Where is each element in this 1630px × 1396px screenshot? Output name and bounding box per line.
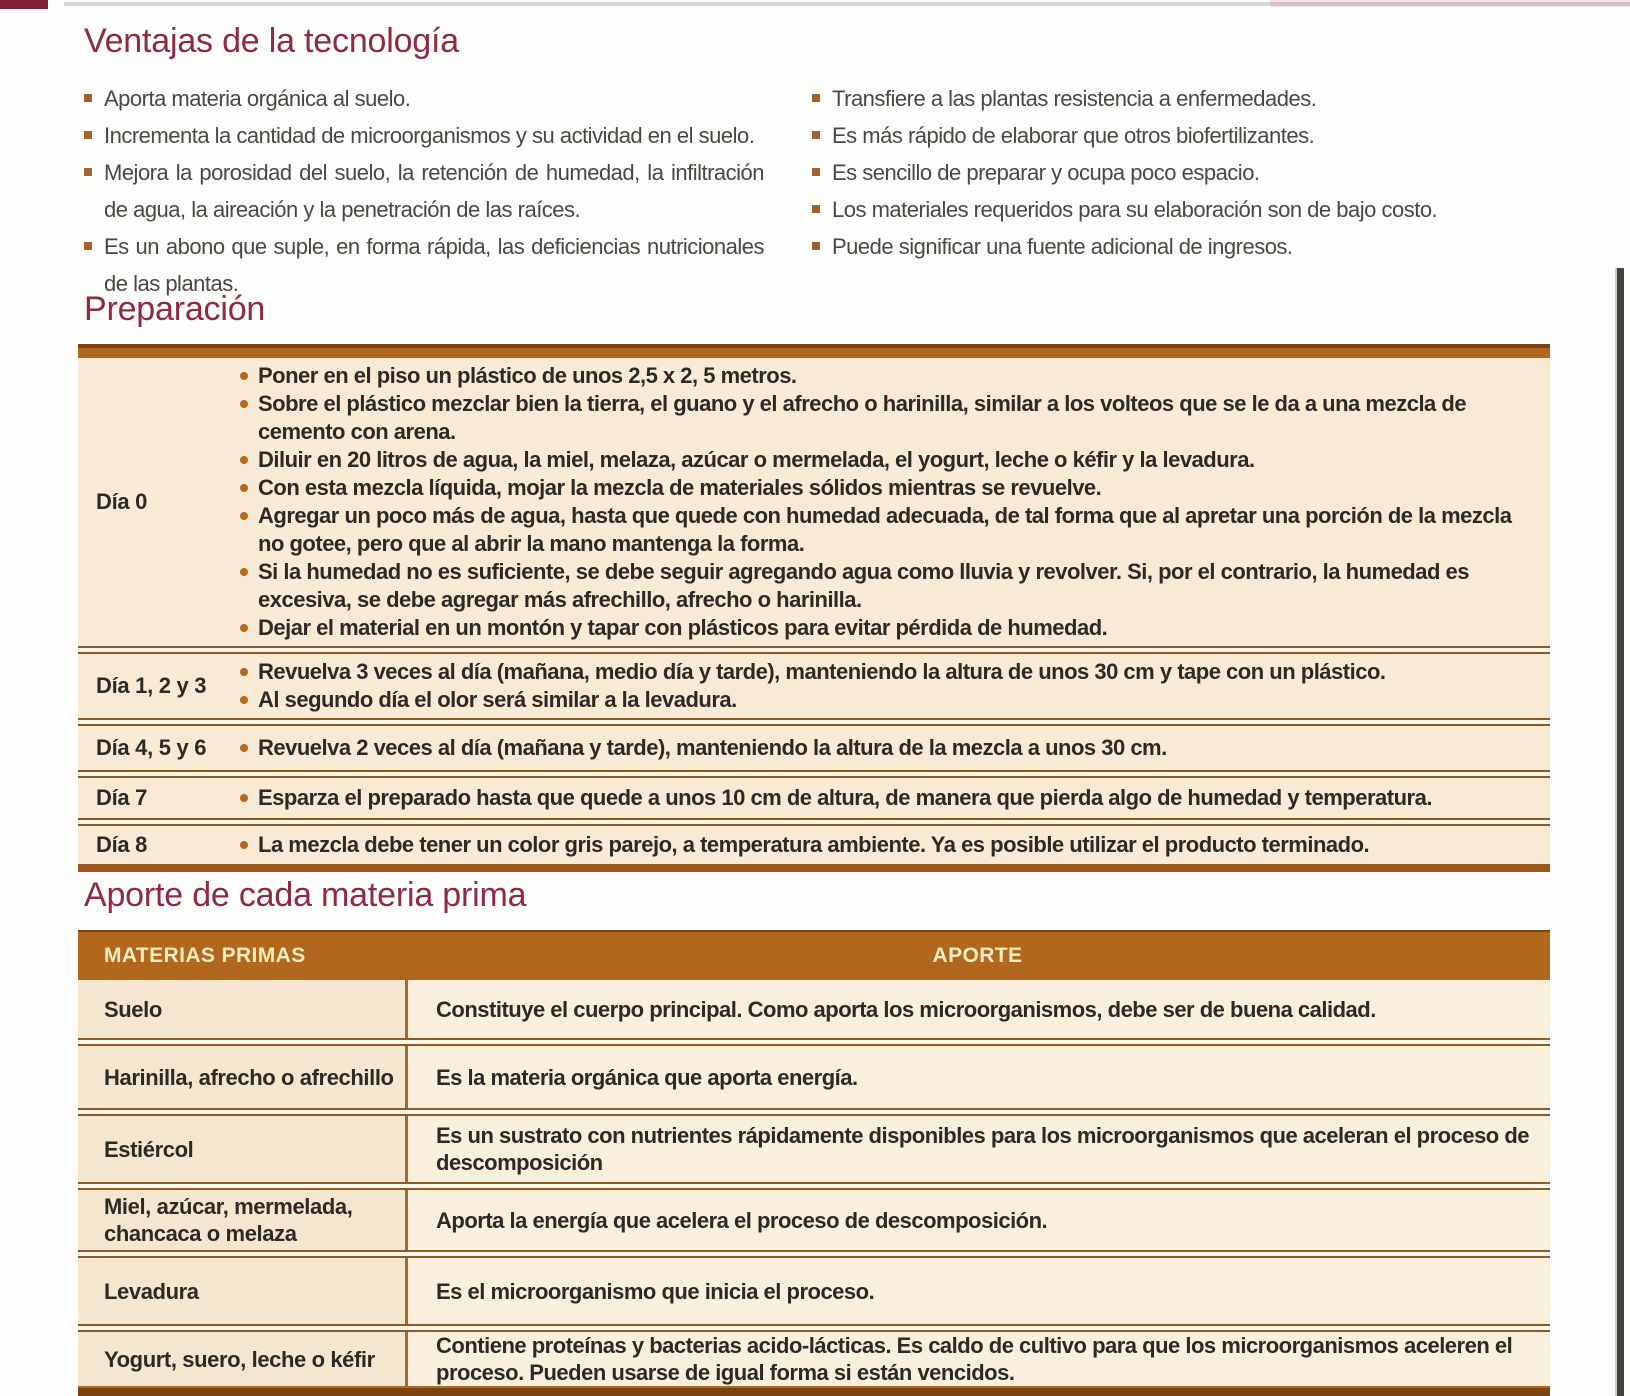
table-row bbox=[78, 826, 1550, 864]
bullet-item bbox=[240, 614, 1538, 642]
bullet-dot-icon bbox=[240, 400, 248, 408]
aporte-cell: Constituye el cuerpo principal. Como aporta los microorganismos, debe ser de buena calidad. bbox=[408, 980, 1550, 1038]
bullet-item bbox=[240, 390, 1538, 446]
bullet-text: Al segundo día el olor será similar a la levadura. bbox=[258, 687, 737, 712]
day-label: Día 8 bbox=[96, 832, 148, 857]
bullet-square-icon bbox=[84, 168, 92, 176]
table-row bbox=[78, 1190, 1550, 1250]
column-header-materias-primas: MATERIAS PRIMAS bbox=[104, 944, 306, 967]
day-label: Día 0 bbox=[96, 489, 148, 514]
bullet-item bbox=[240, 474, 1538, 502]
list-item bbox=[84, 154, 764, 228]
bullet-dot-icon bbox=[240, 744, 248, 752]
section-heading-preparacion: Preparación bbox=[84, 290, 266, 328]
table-row bbox=[78, 358, 1550, 646]
list-item bbox=[812, 117, 1582, 154]
bullet-dot-icon bbox=[240, 568, 248, 576]
list-item bbox=[812, 228, 1582, 265]
list-item bbox=[84, 80, 764, 117]
bullet-text: Esparza el preparado hasta que quede a unos 10 cm de altura, de manera que pierda algo de humedad y temperatura. bbox=[258, 785, 1432, 810]
bullet-text: Revuelva 2 veces al día (mañana y tarde), manteniendo la altura de la mezcla a unos 30 cm. bbox=[258, 735, 1167, 760]
bullet-text: Agregar un poco más de agua, hasta que quede con humedad adecuada, de tal forma que al apretar una porción de la mezcla no gotee, pero que al abrir la mano mantenga la forma. bbox=[258, 503, 1512, 556]
bullet-item bbox=[240, 831, 1538, 859]
table-row bbox=[78, 1332, 1550, 1386]
bullet-square-icon bbox=[812, 94, 820, 102]
materia-cell: Yogurt, suero, leche o kéfir bbox=[78, 1332, 408, 1386]
table-row bbox=[78, 654, 1550, 718]
aporte-table-body bbox=[78, 980, 1550, 1386]
table-top-bar bbox=[78, 344, 1550, 358]
row-separator bbox=[78, 718, 1550, 726]
bullet-dot-icon bbox=[240, 794, 248, 802]
list-item-text: Transfiere a las plantas resistencia a enfermedades. bbox=[832, 86, 1317, 111]
aporte-cell: Aporta la energía que acelera el proceso de descomposición. bbox=[408, 1190, 1550, 1250]
table-row bbox=[78, 980, 1550, 1038]
bullet-list bbox=[240, 358, 1550, 646]
bullet-text: Revuelva 3 veces al día (mañana, medio día y tarde), manteniendo la altura de unos 30 cm y tape con un plástico. bbox=[258, 659, 1386, 684]
bullet-item bbox=[240, 502, 1538, 558]
list-item-text: Puede significar una fuente adicional de ingresos. bbox=[832, 234, 1293, 259]
row-separator bbox=[78, 770, 1550, 778]
row-separator bbox=[78, 1038, 1550, 1046]
bullet-dot-icon bbox=[240, 624, 248, 632]
bullet-dot-icon bbox=[240, 484, 248, 492]
list-item bbox=[84, 117, 764, 154]
ventajas-columns bbox=[84, 80, 1584, 302]
bullet-list bbox=[240, 778, 1550, 818]
ventajas-list-right bbox=[812, 80, 1582, 302]
bullet-item bbox=[240, 558, 1538, 614]
scan-edge-right-line bbox=[1617, 268, 1624, 1396]
materia-cell: Harinilla, afrecho o afrechillo bbox=[78, 1046, 408, 1108]
row-separator bbox=[78, 1182, 1550, 1190]
bullet-text: Si la humedad no es suficiente, se debe seguir agregando agua como lluvia y revolver. Si, por el contrario, la humedad es excesiva, se debe agregar más afrechillo, afrecho o harinilla. bbox=[258, 559, 1469, 612]
row-separator bbox=[78, 646, 1550, 654]
list-item-text: Es un abono que suple, en forma rápida, las deficiencias nutricionales de las plantas. bbox=[104, 234, 764, 296]
row-separator bbox=[78, 818, 1550, 826]
bullet-item bbox=[240, 784, 1538, 812]
bullet-list bbox=[240, 654, 1550, 718]
column-header-aporte: APORTE bbox=[932, 944, 1023, 967]
bullet-dot-icon bbox=[240, 696, 248, 704]
bullet-dot-icon bbox=[240, 372, 248, 380]
bullet-dot-icon bbox=[240, 512, 248, 520]
materia-cell: Suelo bbox=[78, 980, 408, 1038]
list-item bbox=[812, 191, 1582, 228]
aporte-cell: Es el microorganismo que inicia el proceso. bbox=[408, 1258, 1550, 1324]
list-item-text: Es más rápido de elaborar que otros biofertilizantes. bbox=[832, 123, 1315, 148]
section-heading-ventajas: Ventajas de la tecnología bbox=[84, 22, 459, 60]
bullet-text: Dejar el material en un montón y tapar con plásticos para evitar pérdida de humedad. bbox=[258, 615, 1108, 640]
table-row bbox=[78, 1116, 1550, 1182]
day-label: Día 7 bbox=[96, 785, 148, 810]
list-item-text: Mejora la porosidad del suelo, la retención de humedad, la infiltración de agua, la aireación y la penetración de las raíces. bbox=[104, 160, 764, 222]
list-item-text: Incrementa la cantidad de microorganismos y su actividad en el suelo. bbox=[104, 123, 755, 148]
bullet-square-icon bbox=[84, 131, 92, 139]
materia-cell: Estiércol bbox=[78, 1116, 408, 1182]
list-item bbox=[812, 154, 1582, 191]
row-separator bbox=[78, 1250, 1550, 1258]
table-row bbox=[78, 778, 1550, 818]
table-row bbox=[78, 1046, 1550, 1108]
bullet-dot-icon bbox=[240, 456, 248, 464]
ventajas-list-left bbox=[84, 80, 764, 302]
bullet-square-icon bbox=[84, 242, 92, 250]
bullet-square-icon bbox=[812, 242, 820, 250]
table-row bbox=[78, 726, 1550, 770]
bullet-list bbox=[240, 726, 1550, 770]
aporte-cell: Contiene proteínas y bacterias acido-lácticas. Es caldo de cultivo para que los microorganismos aceleren el proceso. Pueden usarse de igual forma si están vencidos. bbox=[408, 1332, 1550, 1386]
bullet-square-icon bbox=[812, 205, 820, 213]
aporte-table bbox=[78, 930, 1550, 1396]
row-separator bbox=[78, 1108, 1550, 1116]
bullet-square-icon bbox=[812, 131, 820, 139]
bullet-item bbox=[240, 734, 1538, 762]
bullet-list bbox=[240, 826, 1550, 864]
bullet-item bbox=[240, 362, 1538, 390]
materia-cell: Levadura bbox=[78, 1258, 408, 1324]
bullet-dot-icon bbox=[240, 668, 248, 676]
bullet-item bbox=[240, 686, 1538, 714]
bullet-text: La mezcla debe tener un color gris parejo, a temperatura ambiente. Ya es posible utilizar el producto terminado. bbox=[258, 832, 1370, 857]
list-item bbox=[812, 80, 1582, 117]
aporte-cell: Es un sustrato con nutrientes rápidamente disponibles para los microorganismos que aceleran el proceso de descomposición bbox=[408, 1116, 1550, 1182]
section-heading-aporte: Aporte de cada materia prima bbox=[84, 876, 527, 914]
aporte-table-header bbox=[78, 930, 1550, 980]
row-separator bbox=[78, 1324, 1550, 1332]
day-label: Día 4, 5 y 6 bbox=[96, 735, 207, 760]
table-bottom-bar bbox=[78, 864, 1550, 872]
bullet-square-icon bbox=[84, 94, 92, 102]
bullet-text: Con esta mezcla líquida, mojar la mezcla de materiales sólidos mientras se revuelve. bbox=[258, 475, 1102, 500]
bullet-text: Diluir en 20 litros de agua, la miel, melaza, azúcar o mermelada, el yogurt, leche o kéfir y la levadura. bbox=[258, 447, 1255, 472]
bullet-item bbox=[240, 446, 1538, 474]
table-bottom-bar bbox=[78, 1386, 1550, 1396]
materia-cell: Miel, azúcar, mermelada, chancaca o melaza bbox=[78, 1190, 408, 1250]
scan-edge-top-tint bbox=[1270, 0, 1630, 7]
bullet-square-icon bbox=[812, 168, 820, 176]
bullet-text: Sobre el plástico mezclar bien la tierra, el guano y el afrecho o harinilla, similar a los volteos que se le da a una mezcla de cemento con arena. bbox=[258, 391, 1467, 444]
bullet-dot-icon bbox=[240, 841, 248, 849]
table-row bbox=[78, 1258, 1550, 1324]
list-item-text: Es sencillo de preparar y ocupa poco espacio. bbox=[832, 160, 1260, 185]
scan-corner-mark bbox=[0, 0, 48, 9]
bullet-text: Poner en el piso un plástico de unos 2,5 x 2, 5 metros. bbox=[258, 363, 797, 388]
list-item-text: Aporta materia orgánica al suelo. bbox=[104, 86, 411, 111]
list-item-text: Los materiales requeridos para su elaboración son de bajo costo. bbox=[832, 197, 1438, 222]
aporte-cell: Es la materia orgánica que aporta energía. bbox=[408, 1046, 1550, 1108]
preparacion-table-body bbox=[78, 358, 1550, 864]
preparacion-table bbox=[78, 344, 1550, 872]
day-label: Día 1, 2 y 3 bbox=[96, 673, 207, 698]
bullet-item bbox=[240, 658, 1538, 686]
